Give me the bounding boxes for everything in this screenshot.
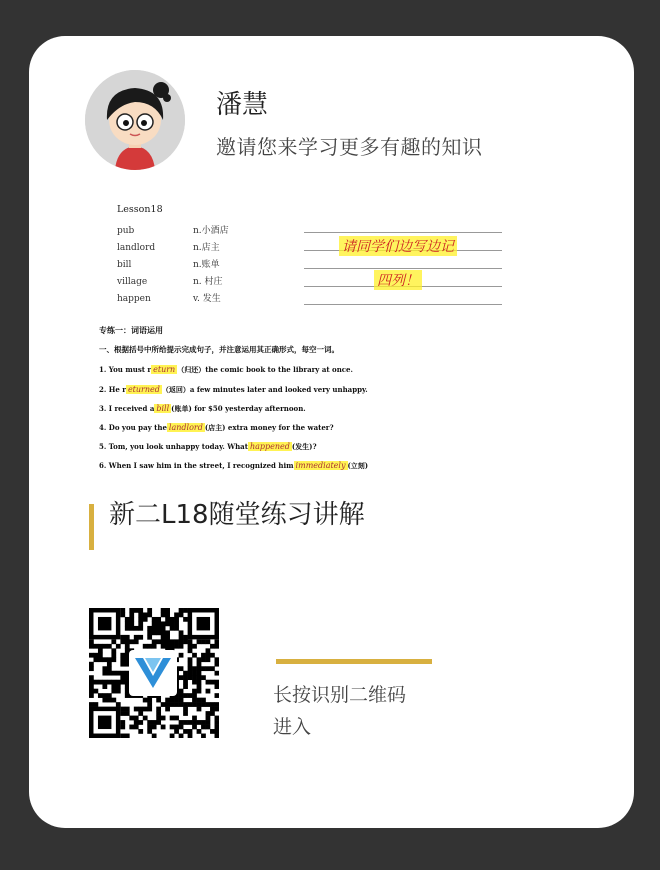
cartoon-girl-avatar-icon xyxy=(85,70,185,170)
writing-line xyxy=(304,232,502,233)
share-card xyxy=(29,36,634,828)
exercise-question: 6. When I saw him in the street, I recognized him immediately (立刻) xyxy=(99,461,369,470)
exercise-question: 4. Do you pay the landlord (店主) extra money for the water? xyxy=(99,423,334,432)
v-logo-icon xyxy=(129,650,177,696)
handwritten-note: 四列！ xyxy=(374,270,422,290)
vocab-row: happen v. 发生 xyxy=(117,294,221,304)
vocab-row: bill n.账单 xyxy=(117,260,220,270)
vocab-row: pub n.小酒店 xyxy=(117,226,229,236)
qr-hint xyxy=(273,679,406,743)
avatar[interactable] xyxy=(85,70,185,170)
exercise-question: 1. You must r eturn （归还）the comic book to the library at once. xyxy=(99,365,353,374)
handwritten-note: 请同学们边写边记 xyxy=(339,236,457,256)
title-accent-bar xyxy=(89,504,94,550)
vocab-row: landlord n.店主 xyxy=(117,243,220,253)
qr-hint-line: 长按识别二维码 xyxy=(273,684,407,706)
vocab-row: village n. 村庄 xyxy=(117,277,223,287)
exercise-question: 2. He r eturned （返回）a few minutes later and looked very unhappy. xyxy=(99,385,368,394)
writing-line xyxy=(304,268,502,269)
invite-text: 邀请您来学习更多有趣的知识 xyxy=(216,135,483,159)
lesson-title: Lesson18 xyxy=(117,204,163,215)
accent-line xyxy=(276,659,432,664)
qr-logo xyxy=(129,650,177,696)
qr-code[interactable] xyxy=(89,608,219,738)
exercise-question: 3. I received a bill (账单) for $50 yesterday afternoon. xyxy=(99,404,306,413)
qr-hint-line: 进入 xyxy=(273,716,312,738)
instruction-text: 一、根据括号中所给提示完成句子，并注意运用其正确形式，每空一词。 xyxy=(99,345,339,354)
writing-line xyxy=(304,304,502,305)
section-title: 专练一：词语运用 xyxy=(99,326,163,335)
article-title: 新二L18随堂练习讲解 xyxy=(109,500,365,530)
worksheet-preview-image[interactable] xyxy=(89,198,509,470)
user-name: 潘慧 xyxy=(216,90,269,120)
exercise-question: 5. Tom, you look unhappy today. What happened (发生)? xyxy=(99,442,317,451)
